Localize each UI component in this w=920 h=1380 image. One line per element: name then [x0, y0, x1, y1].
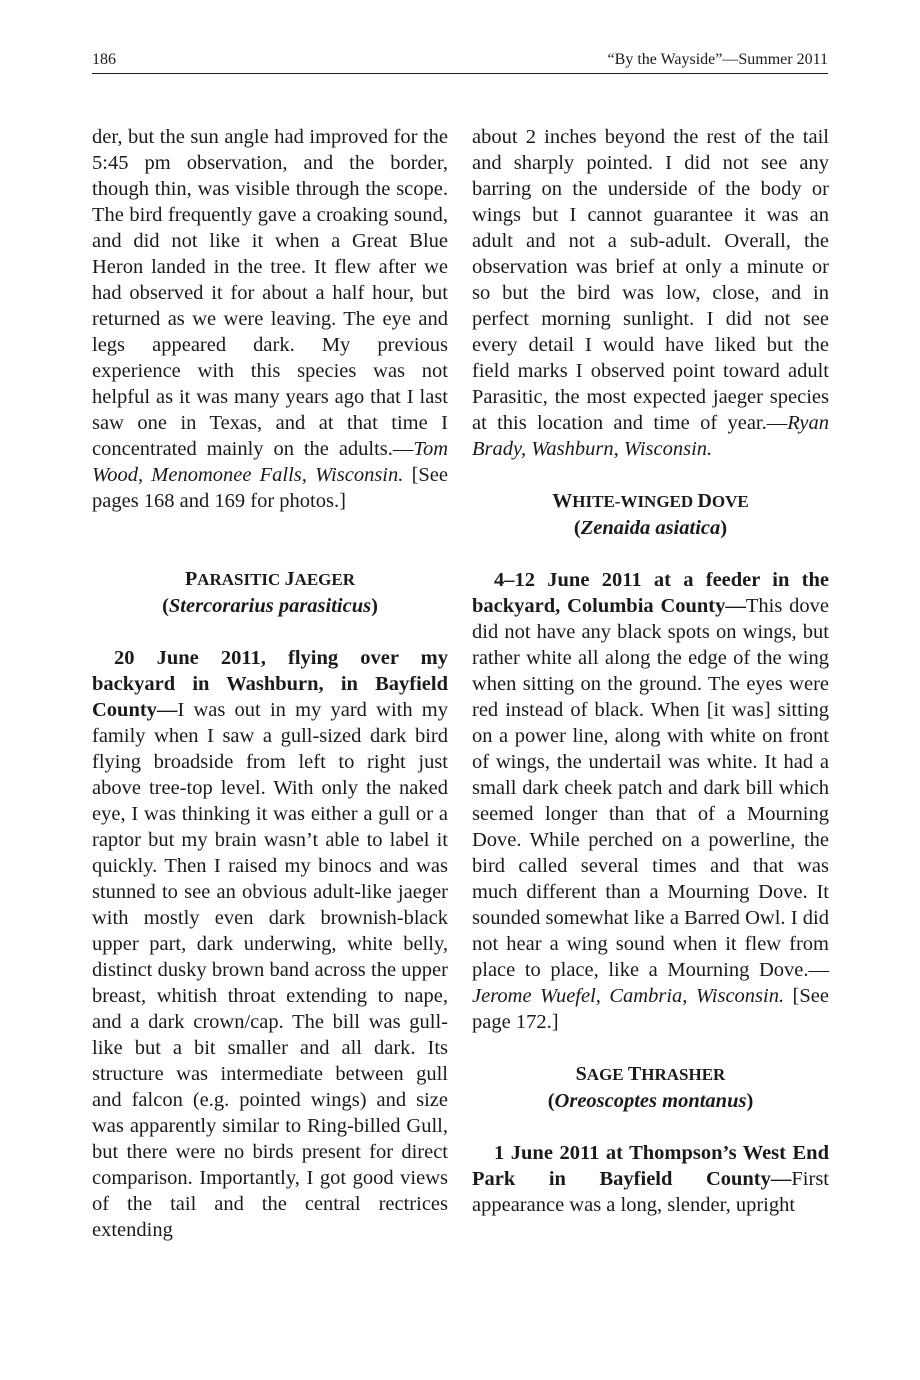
left-column — [92, 124, 448, 1243]
paragraph-text: about 2 inches beyond the rest of the tail and sharply pointed. I did not see any barring on the underside of the body or wings but I cannot guarantee it was an adult and not a sub-adult. Overall, the observation was brief at only a minute or so but the bird was low, close, and in perfect morning sunlight. I did not see every detail I would have liked but the field marks I observed point toward adult Parasitic, the most expected jaeger species at this location and time of year.— — [472, 126, 829, 434]
spacer — [472, 462, 829, 488]
report-paragraph-thrasher — [472, 1140, 829, 1218]
report-text: First appearance was a long, slender, upright — [472, 1168, 829, 1216]
report-lead: 4–12 June 2011 at a feeder in the backyard, Columbia County— — [472, 569, 829, 617]
photo-note: [See pages 168 and 169 for photos.] — [92, 464, 448, 512]
report-paragraph-dove — [472, 567, 829, 1035]
running-title: “By the Wayside”—Summer 2011 — [607, 51, 828, 68]
observer-credit: Ryan Brady, Washburn, Wisconsin. — [472, 412, 829, 460]
spacer — [92, 514, 448, 540]
report-text: I was out in my yard with my family when I saw a gull-sized dark bird flying broadside from left to right just above tree-top level. With only the naked eye, I was thinking it was either a gull or a raptor but my brain wasn’t able to label it quickly. Then I raised my binocs and was stunned to see an obvious adult-like jaeger with mostly even dark brownish-black upper part, dark underwing, white belly, distinct dusky brown band across the upper breast, whitish throat extending to nape, and a dark crown/cap. The bill was gull-like but a bit smaller and all dark. Its structure was intermediate between gull and falcon (e.g. pointed wings) and size was apparently similar to Ring-billed Gull, but there were no birds present for direct comparison. Importantly, I got good views of the tail and the central rectrices extending — [92, 699, 448, 1241]
header-rule — [92, 73, 828, 74]
report-text: This dove did not have any black spots on wings, but rather white all along the edge of the wing when sitting on the ground. The eyes were red instead of black. When [it was] sitting on a power line, along with white on front of wings, the undertail was white. It had a small dark cheek patch and dark bill which seemed longer than that of a Mourning Dove. While perched on a powerline, the bird called several times and that was much different than a Mourning Dove. It sounded somewhat like a Barred Owl. I did not hear a wing sound when it flew from place to place, like a Mourning Dove.— — [472, 595, 829, 981]
spacer — [472, 541, 829, 567]
right-column — [472, 124, 829, 1218]
species-heading-dove: WHITE-WINGED DOVE — [552, 490, 749, 512]
spacer — [472, 1035, 829, 1061]
continued-paragraph — [472, 124, 829, 462]
scientific-name-dove: (Zenaida asiatica) — [573, 517, 728, 539]
paragraph-text: der, but the sun angle had improved for the 5:45 pm observation, and the border, though thin, was visible through the scope. The bird frequently gave a croaking sound, and did not like it when a Great Blue Heron landed in the tree. It flew after we had observed it for about a half hour, but returned as we were leaving. The eye and legs appeared dark. My previous experience with this species was not helpful as it was many years ago that I last saw one in Texas, and at that time I concentrated mainly on the adults.— — [92, 126, 448, 460]
scientific-name-jaeger: (Stercorarius parasiticus) — [162, 595, 378, 617]
report-lead: 1 June 2011 at Thompson’s West End Park in Bayfield County— — [472, 1142, 829, 1190]
spacer — [472, 1114, 829, 1140]
report-lead: 20 June 2011, flying over my backyard in Washburn, in Bayfield County— — [92, 647, 448, 721]
scientific-name-thrasher: (Oreoscoptes montanus) — [547, 1090, 754, 1112]
photo-note: [See page 172.] — [472, 985, 829, 1033]
report-paragraph-jaeger — [92, 645, 448, 1243]
continued-paragraph — [92, 124, 448, 514]
page-number: 186 — [92, 51, 116, 68]
spacer — [92, 619, 448, 645]
page-header — [92, 48, 828, 72]
species-heading-jaeger: PARASITIC JAEGER — [184, 568, 356, 590]
spacer — [92, 540, 448, 566]
observer-credit: Jerome Wuefel, Cambria, Wisconsin. — [472, 985, 785, 1007]
species-heading-thrasher: SAGE THRASHER — [575, 1063, 726, 1085]
observer-credit: Tom Wood, Menomonee Falls, Wisconsin. — [92, 438, 448, 486]
